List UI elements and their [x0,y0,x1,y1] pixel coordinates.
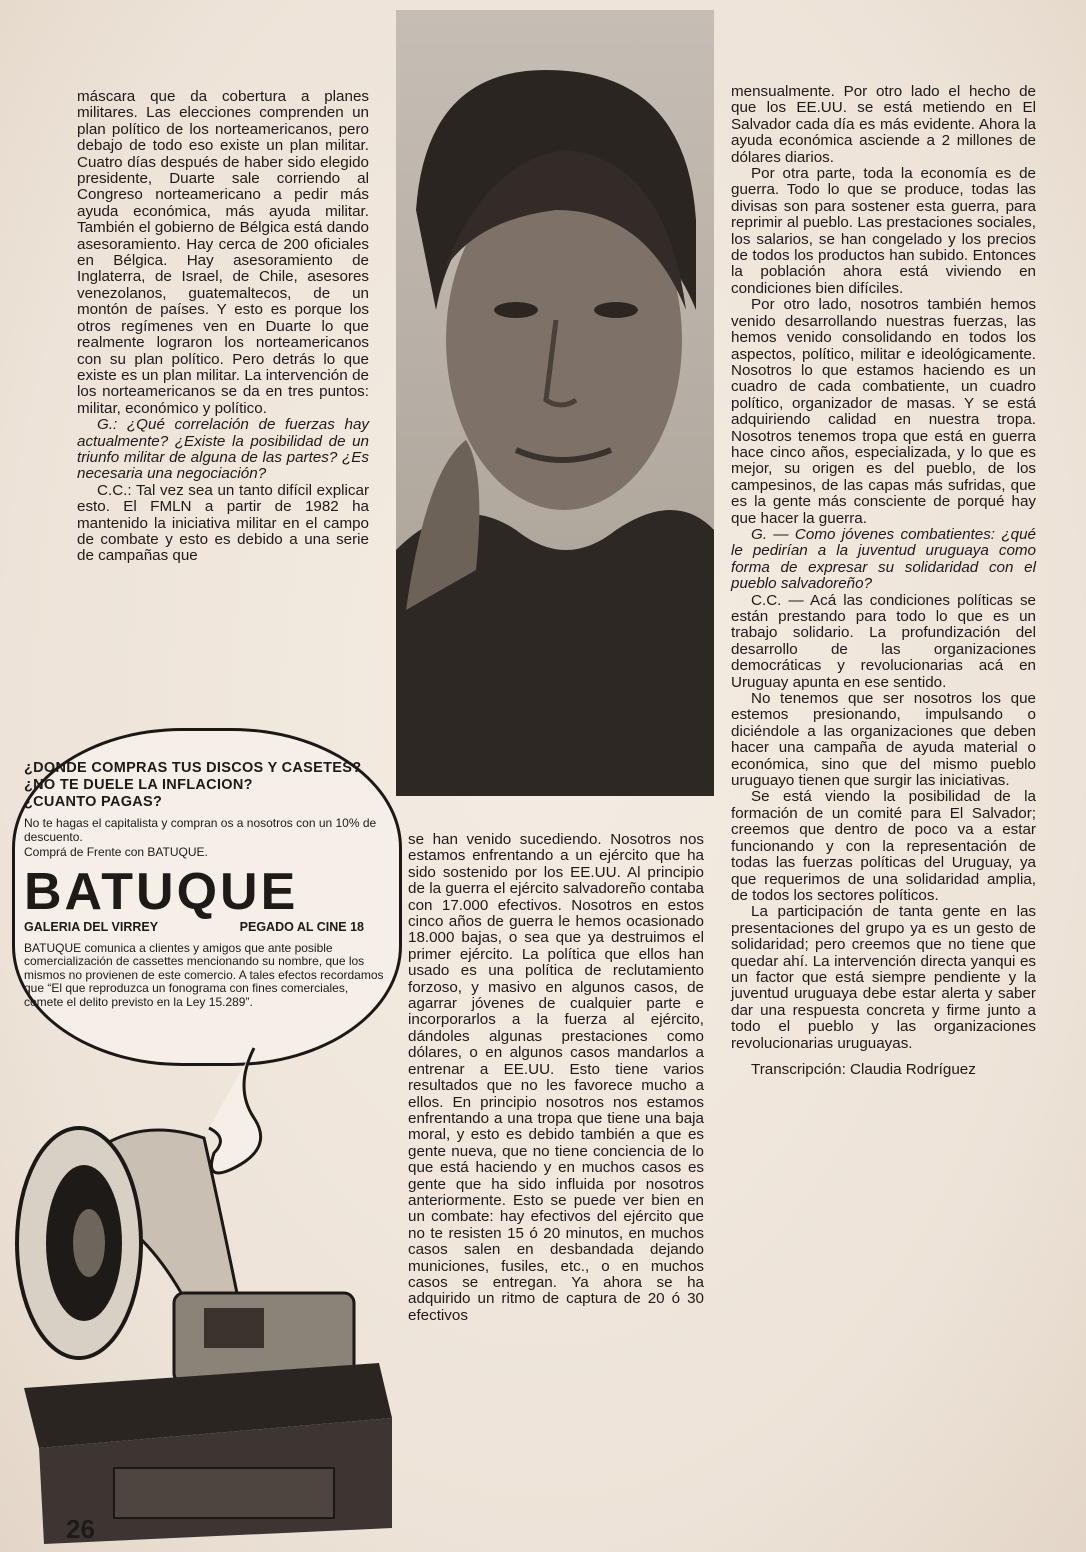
paragraph: Se está viendo la posibilidad de la formación de un comité para El Salvador; creemos que dentro de poco va a estar funcionando y con la representación de todas las fuerzas políticas del Uruguay, ya que requerimos de una solidaridad amplia, de todos los sectores políticos. [731,788,1036,904]
portrait-photo [396,10,714,796]
paragraph: No tenemos que ser nosotros los que estemos presionando, impulsando o diciéndole a las organizaciones que deben hacer una campaña de ayuda material o económica, sino que del mismo pueblo uruguayo tienen que surgir las iniciativas. [731,690,1036,790]
ad-address-gallery: GALERIA DEL VIRREY [24,919,159,934]
ad-copy [24,760,384,1009]
paragraph: mensualmente. Por otro lado el hecho de que los EE.UU. se está metiendo en El Salvador cada día es más evidente. Ahora la ayuda económica asciende a 2 millones de dólares diarios. [731,83,1036,166]
transcription-credit: Transcripción: Claudia Rodríguez [751,1060,976,1078]
ad-brand-logo: BATUQUE [24,862,299,921]
ad-legal-notice: BATUQUE comunica a clientes y amigos que ante posible comercialización de cassettes mencionando su nombre, que los mismos no provienen de este comercio. A tales efectos recordamos que “El que reproduzca un fonograma con fines comerciales, comete el delito previsto en la Ley 15.289”. [24,940,384,1009]
answer-paragraph: C.C.: Tal vez sea un tanto difícil explicar esto. El FMLN a partir de 1982 ha mantenido la iniciativa militar en el campo de combate y esto es debido a una serie de campañas que [77,481,369,565]
gramophone-illustration [4,1028,396,1544]
ad-cta: Comprá de Frente con BATUQUE. [24,845,208,859]
ad-question: ¿DONDE COMPRAS TUS DISCOS Y CASETES? [24,760,362,776]
paragraph: La participación de tanta gente en las presentaciones del grupo ya es un gesto de solidaridad; pero creemos que no tiene que quedar ahí. La intervención directa yanqui es un factor que está siempre pendiente y la juventud uruguaya debe estar alerta y saber dar una respuesta concreta y firme junto a todo el pueblo y las organizaciones revolucionarias uruguayas. [731,903,1036,1052]
page-number: 26 [66,1514,95,1544]
paragraph: máscara que da cobertura a planes militares. Las elecciones comprenden un plan político de los norteamericanos, pero debajo de todo eso existe un plan militar. Cuatro días después de haber sido elegido presidente, Duarte sale corriendo al Congreso norteamericano a pedir más ayuda económica, más ayuda militar. También el gobierno de Bélgica está dando asesoramiento. Hay cerca de 200 oficiales en Bélgica. Hay asesoramiento de Inglaterra, de Israel, de Chile, asesores venezolanos, guatemaltecos, de un montón de países. Y esto es porque los otros regímenes ven en Duarte lo que realmente lograron los norteamericanos con su plan político. Pero detrás lo que existe es un plan militar. La intervención de los norteamericanos se da en tres puntos: militar, económico y político. [77,88,369,417]
ad-question: ¿CUANTO PAGAS? [24,794,163,810]
question-paragraph: G.: ¿Qué correlación de fuerzas hay actualmente? ¿Existe la posibilidad de un triunfo militar de alguna de las partes? ¿Es necesaria una negociación? [77,416,369,483]
ad-address-cinema: PEGADO AL CINE 18 [239,919,364,934]
batuque-advertisement [4,728,396,1544]
article-column-right [731,84,1036,1078]
portrait-illustration [396,10,714,796]
paragraph: Por otro lado, nosotros también hemos venido desarrollando nuestras fuerzas, las hemos venido consolidando en todos los aspectos, político, militar e ideológicamente. Nosotros lo que estamos haciendo es un cuadro de cada combatiente, un cuadro político, organizador de masas. Y se está adquiriendo calidad en nuestra tropa. Nosotros tenemos tropa que está en guerra hace cinco años, especializada, y lo que es mejor, su origen es del pueblo, de los campesinos, de las capas más sufridas, que es la gente más consciente de porqué hay que hacer la guerra. [731,296,1036,527]
ad-address [24,920,364,934]
ad-question: ¿NO TE DUELE LA INFLACION? [24,777,253,793]
question-paragraph: G. — Como jóvenes combatientes: ¿qué le pedirían a la juventud uruguaya como forma de expresar su solidaridad con el pueblo salvadoreño? [731,525,1036,593]
paragraph: se han venido sucediendo. Nosotros nos estamos enfrentando a un ejército que ha sido sostenido por los EE.UU. Al principio de la guerra el ejército salvadoreño contaba con 17.000 efectivos. Nosotros en estos cinco años de guerra le hemos ocasionado 18.000 bajas, o sea que ya destruimos el primer ejército. La política que ellos han usado es una política de reclutamiento forzoso, y masivo en algunos casos, de agarrar jóvenes de cualquier parte e incorporarlos a la fuerza al ejército, dándoles algunas prestaciones como dólares, o en algunos casos mandarlos a entrenar a EE.UU. Esto tiene varios resultados que no les favorece mucho a ellos. En principio nosotros nos estamos enfrentando a una tropa que tiene una baja moral, y esto es debido también a que es gente nueva, que no tiene conciencia de lo que está haciendo y en muchos casos es gente que ha sido influida por nosotros anteriormente. Esto se puede ver bien en un combate: hay efectivos del ejército que no te resisten 15 ó 20 minutos, en muchos casos salen en desbandada dejando municiones, fusiles, etc., o en muchos casos se entregan. Ya ahora se ha adquirido un ritmo de captura de 20 ó 30 efectivos [408,831,704,1324]
article-column-left [77,89,369,565]
ad-offer: No te hagas el capitalista y compran os a nosotros con un 10% de descuento. [24,816,377,844]
answer-paragraph: C.C. — Acá las condiciones políticas se están prestando para todo lo que es un trabajo solidario. La profundización del desarrollo de las organizaciones democráticas y revolucionarias acá en Uruguay apunta en ese sentido. [731,591,1036,691]
article-column-middle [408,832,704,1324]
paragraph: Por otra parte, toda la economía es de guerra. Todo lo que se produce, todas las divisas son para sostener esta guerra, para reprimir al pueblo. Las prestaciones sociales, los salarios, se han congelado y los precios de todos los productos han subido. Entonces la población ahora está viviendo en condiciones bien difíciles. [731,165,1036,297]
